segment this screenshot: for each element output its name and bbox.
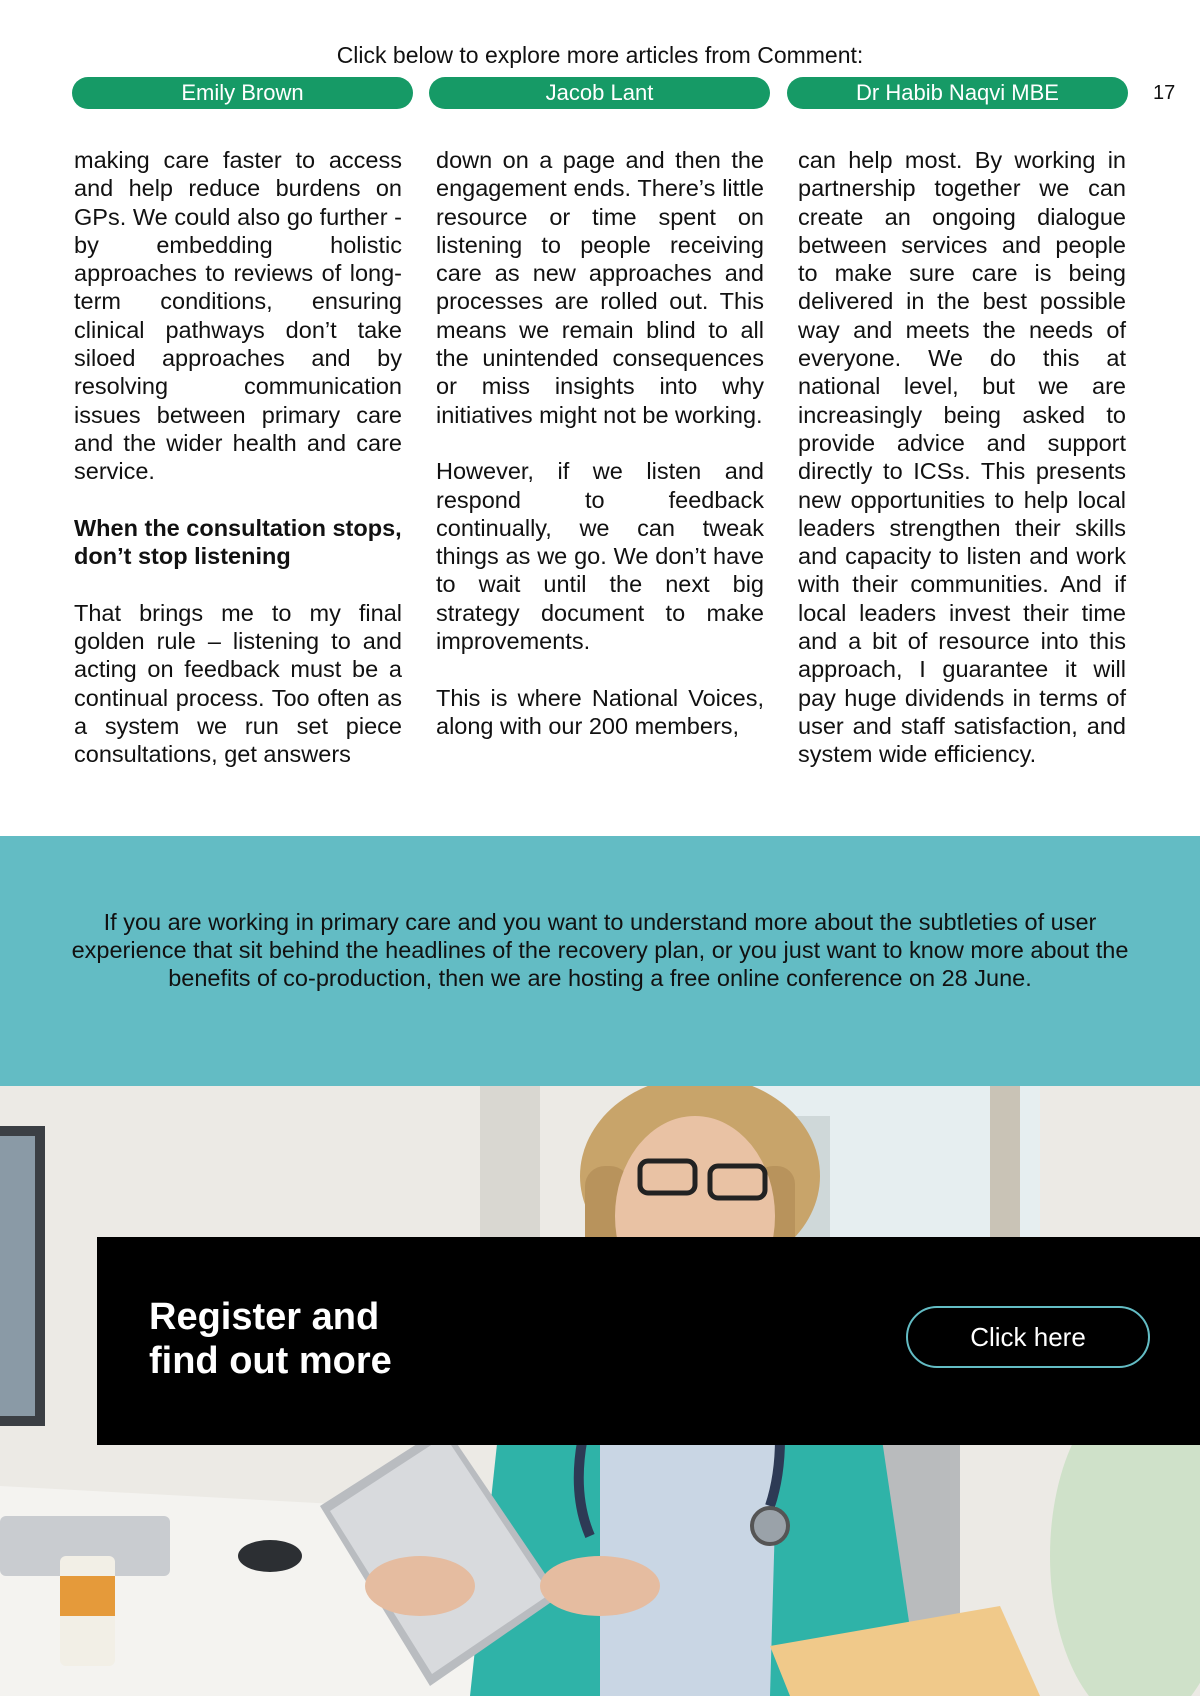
paragraph: That brings me to my final golden rule – listening to and acting on feedback must be a continual process. Too often as a system we run set piece consultations, get answers bbox=[74, 599, 402, 768]
paragraph: However, if we listen and respond to feedback continually, we can tweak things as we go. We don’t have to wait until the next big strategy document to make improvements. bbox=[436, 458, 764, 655]
paragraph: down on a page and then the engagement ends. There’s little resource or time spent on listening to people receiving care as new approaches and processes are rolled out. This means we remain blind to all the unintended consequences or miss insights into why initiatives might not be working. bbox=[436, 147, 764, 428]
article-column-2 bbox=[436, 146, 764, 769]
articles-nav-caption: Click below to explore more articles from Comment: bbox=[336, 42, 864, 68]
paragraph: can help most. By working in partnership together we can create an ongoing dialogue between services and people to make sure care is being delivered in the best possible way and meets the needs of everyone. We do this at national level, but we are increasingly being asked to provide advice and support directly to ICSs. This presents new opportunities to help local leaders strengthen their skills and capacity to listen and work with their communities. And if local leaders invest their time and a bit of resource into this approach, I guarantee it will pay huge dividends in terms of user and staff satisfaction, and system wide efficiency. bbox=[798, 147, 1126, 768]
promo-title-line-2: find out more bbox=[149, 1340, 392, 1382]
conference-banner bbox=[0, 836, 1200, 1086]
article-column-3 bbox=[798, 146, 1126, 797]
author-link-habib-naqvi[interactable]: Dr Habib Naqvi MBE bbox=[787, 77, 1128, 109]
author-link-emily-brown[interactable]: Emily Brown bbox=[72, 77, 413, 109]
click-here-button[interactable]: Click here bbox=[906, 1306, 1150, 1368]
paragraph: making care faster to access and help reduce burdens on GPs. We could also go further - by embedding holistic approaches to reviews of long-term conditions, ensuring clinical pathways don’t take siloed approaches and by resolving communication issues between primary care and the wider health and care service. bbox=[74, 147, 402, 485]
promo-title-line-1: Register and bbox=[149, 1296, 380, 1338]
author-link-jacob-lant[interactable]: Jacob Lant bbox=[429, 77, 770, 109]
section-heading: When the consultation stops, don’t stop listening bbox=[74, 514, 402, 570]
promo-title bbox=[149, 1295, 449, 1383]
register-promo-bar bbox=[97, 1237, 1200, 1445]
article-column-1 bbox=[74, 146, 402, 797]
page-number: 17 bbox=[1153, 82, 1176, 104]
conference-banner-text: If you are working in primary care and you want to understand more about the subtleties of user experience that sit behind the headlines of the recovery plan, or you just want to know more about the benefits of co-production, then we are hosting a free online conference on 28 June. bbox=[71, 909, 1129, 991]
paragraph: This is where National Voices, along with our 200 members, bbox=[436, 684, 764, 739]
